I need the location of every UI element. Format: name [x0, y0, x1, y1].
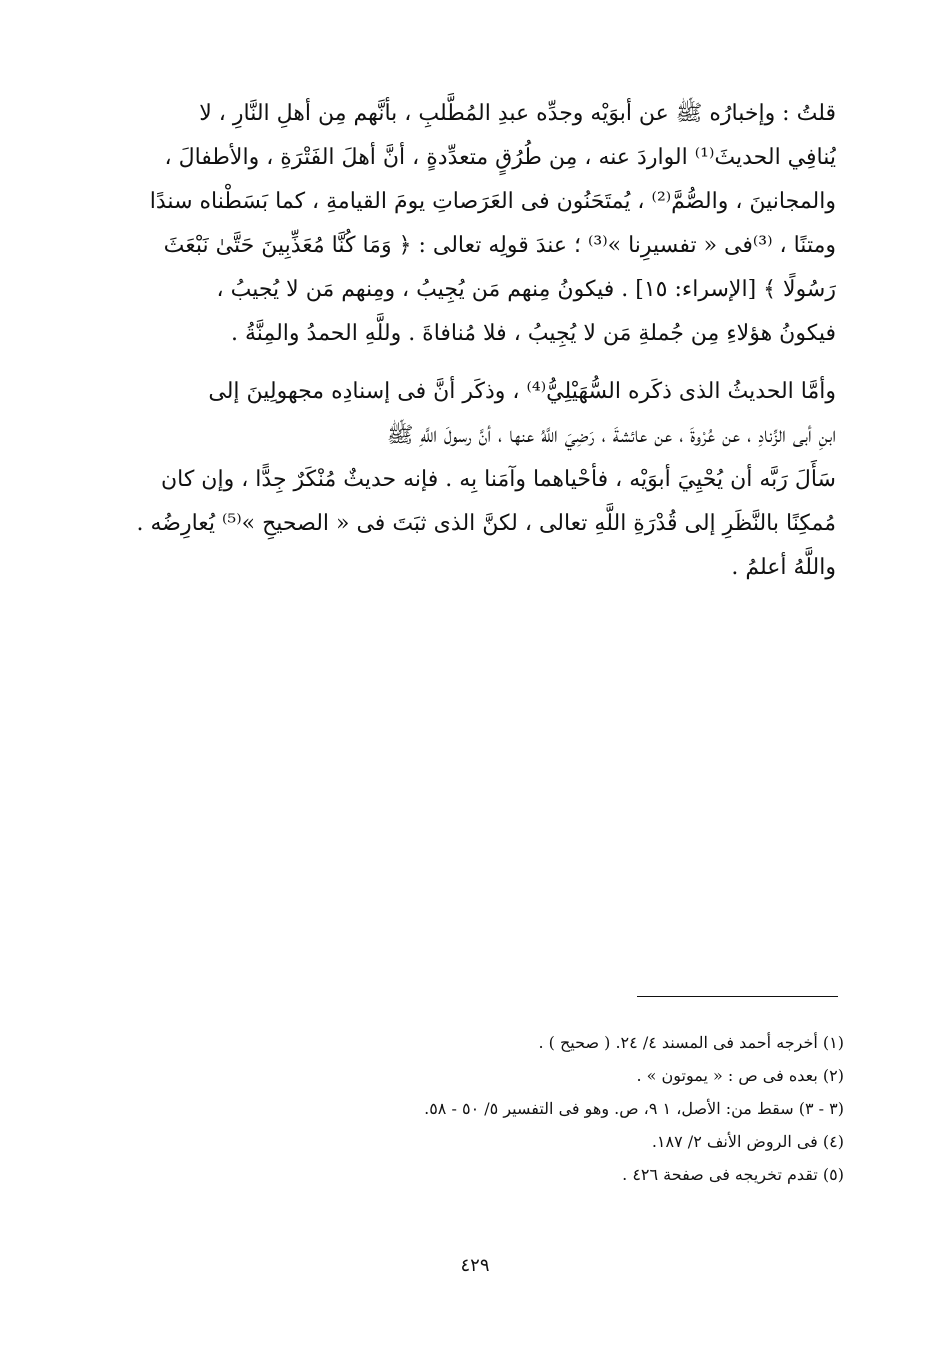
- paragraph-2: [130, 370, 836, 590]
- footnote-1: (١) أخرجه أحمد فى المسند ٤/ ٢٤. ( صحيح ) .: [538, 1033, 844, 1052]
- text-line: يُنافِي الحديثَ⁽¹⁾ الواردَ عنه ، مِن طُرُقٍ متعدِّدةٍ ، أنَّ أهلَ الفَتْرَةِ ، والأطفالَ ،: [164, 145, 836, 170]
- text-line: فيكونُ هؤلاءِ مِن جُملةِ مَن لا يُجِيبُ ، فلا مُنافاةَ . وللَّهِ الحمدُ والمِنَّةُ .: [230, 321, 836, 346]
- text-line: قلتُ : وإخبارُه ﷺ عن أبوَيْه وجدِّه عبدِ المُطَّلبِ ، بأنَّهم مِن أهلِ النَّارِ ، لا: [199, 101, 836, 126]
- text-line: مُمكِنًا بالنَّظَرِ إلى قُدْرَةِ اللَّهِ تعالى ، لكنَّ الذى ثبَتَ فى « الصحيحِ »⁽⁵⁾ يُعارِضُه .: [136, 511, 836, 536]
- paragraph-1: [130, 92, 836, 356]
- footnote-2: (٢) بعده فى ص : « يموتون » .: [636, 1066, 844, 1085]
- text-line: واللَّهُ أعلمُ .: [731, 555, 836, 580]
- text-line: رَسُولًا ﴾ [الإسراء: ١٥] . فيكونُ مِنهم مَن يُجِيبُ ، ومِنهم مَن لا يُجيبُ ،: [216, 277, 836, 302]
- text-line: ابنِ أبى الزِّنادِ ، عن عُرْوةَ ، عن عائشةَ ، رَضِيَ اللَّهُ عنها ، أنَّ رسولَ اللَّهِ ﷺ: [386, 423, 836, 448]
- footnote-5: (٥) تقدم تخريجه فى صفحة ٤٢٦ .: [622, 1165, 844, 1184]
- footnote-4: (٤) فى الروض الأنف ٢/ ١٨٧.: [651, 1132, 844, 1151]
- text-line: سَأَلَ رَبَّه أن يُحْيِيَ أبوَيْه ، فأحْياهما وآمَنا بِه . فإنه حديثٌ مُنْكَرٌ جِدًّا ، وإن كان: [160, 467, 836, 492]
- paragraph-spacer: [130, 356, 836, 370]
- main-text: [130, 92, 836, 590]
- text-line: والمجانينَ ، والصُّمَّ⁽²⁾ ، يُمتَحَنُون فى العَرَصاتِ يومَ القيامةِ ، كما بَسَطْناه سندًا: [149, 189, 836, 214]
- footnotes: [300, 1026, 844, 1191]
- footnote-3: (٣ - ٣) سقط من: الأصل، ١ ٩، ص. وهو فى التفسير ٥/ ٥٠ - ٥٨.: [424, 1099, 844, 1118]
- page-number: ٤٢٩: [460, 1255, 490, 1276]
- text-line: ومتنًا ، ⁽³⁾فى « تفسيرِنا »⁽³⁾ ؛ عندَ قولِه تعالى : ﴿ وَمَا كُنَّا مُعَذِّبِينَ حَتَّىٰ نَبْعَثَ: [163, 233, 836, 258]
- footnote-divider: [637, 996, 838, 997]
- text-line: وأمَّا الحديثُ الذى ذكَره السُّهَيْلِيُّ⁽⁴⁾ ، وذكَر أنَّ فى إسنادِه مجهولِينَ إلى: [208, 379, 836, 404]
